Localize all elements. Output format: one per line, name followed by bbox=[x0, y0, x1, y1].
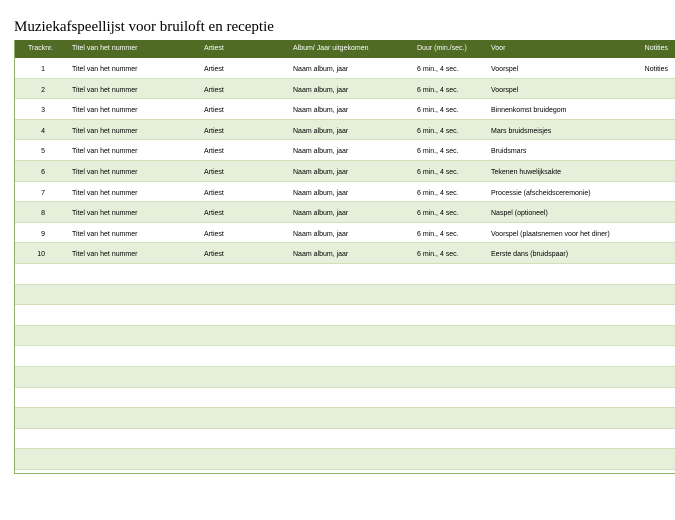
cell-purpose[interactable]: Tekenen huwelijksakte bbox=[491, 168, 562, 176]
cell-purpose[interactable]: Eerste dans (bruidspaar) bbox=[491, 251, 569, 259]
table-row[interactable] bbox=[15, 305, 675, 326]
cell-track-number[interactable]: 7 bbox=[41, 189, 45, 197]
cell-duration[interactable]: 6 min., 4 sec. bbox=[417, 230, 459, 238]
header-track-number[interactable]: Tracknr. bbox=[27, 45, 53, 52]
table-row[interactable] bbox=[15, 202, 675, 223]
cell-artist[interactable]: Artiest bbox=[204, 230, 224, 238]
table-row[interactable] bbox=[15, 408, 675, 429]
cell-duration[interactable]: 6 min., 4 sec. bbox=[417, 107, 459, 115]
cell-track-number[interactable]: 2 bbox=[41, 86, 45, 94]
table-row[interactable] bbox=[15, 58, 675, 79]
cell-album-year[interactable]: Naam album, jaar bbox=[293, 127, 349, 135]
cell-duration[interactable]: 6 min., 4 sec. bbox=[417, 168, 459, 176]
document-title: Muziekafspeellijst voor bruiloft en receptie bbox=[14, 19, 274, 35]
cell-album-year[interactable]: Naam album, jaar bbox=[293, 86, 349, 94]
table-row[interactable] bbox=[15, 264, 675, 285]
header-duration[interactable]: Duur (min./sec.) bbox=[417, 45, 467, 52]
cell-song-title[interactable]: Titel van het nummer bbox=[72, 230, 138, 238]
cell-album-year[interactable]: Naam album, jaar bbox=[293, 66, 349, 73]
table-row[interactable] bbox=[15, 99, 675, 120]
cell-notes[interactable]: Notities bbox=[644, 66, 668, 73]
header-artist[interactable]: Artiest bbox=[204, 45, 224, 52]
table-row[interactable] bbox=[15, 243, 675, 264]
cell-song-title[interactable]: Titel van het nummer bbox=[72, 107, 138, 115]
cell-track-number[interactable]: 4 bbox=[41, 127, 45, 135]
header-purpose[interactable]: Voor bbox=[491, 45, 506, 52]
cell-artist[interactable]: Artiest bbox=[204, 210, 224, 218]
table-row[interactable] bbox=[15, 161, 675, 182]
cell-purpose[interactable]: Voorspel (plaatsnemen voor het diner) bbox=[491, 230, 610, 238]
cell-purpose[interactable]: Naspel (optioneel) bbox=[491, 210, 548, 218]
cell-track-number[interactable]: 9 bbox=[41, 230, 45, 238]
table-row[interactable] bbox=[15, 285, 675, 306]
header-notes[interactable]: Notities bbox=[644, 45, 668, 52]
cell-artist[interactable]: Artiest bbox=[204, 168, 224, 176]
cell-artist[interactable]: Artiest bbox=[204, 251, 224, 259]
table-row[interactable] bbox=[15, 449, 675, 470]
cell-album-year[interactable]: Naam album, jaar bbox=[293, 230, 349, 238]
cell-purpose[interactable]: Processie (afscheidsceremonie) bbox=[491, 189, 591, 197]
playlist-table bbox=[14, 40, 675, 474]
table-row[interactable] bbox=[15, 140, 675, 161]
cell-duration[interactable]: 6 min., 4 sec. bbox=[417, 66, 459, 73]
header-song-title[interactable]: Titel van het nummer bbox=[72, 45, 138, 52]
cell-track-number[interactable]: 3 bbox=[41, 107, 45, 115]
cell-song-title[interactable]: Titel van het nummer bbox=[72, 66, 138, 73]
table-header bbox=[15, 40, 675, 58]
cell-track-number[interactable]: 6 bbox=[41, 168, 45, 176]
cell-song-title[interactable]: Titel van het nummer bbox=[72, 86, 138, 94]
cell-purpose[interactable]: Binnenkomst bruidegom bbox=[491, 107, 567, 115]
cell-duration[interactable]: 6 min., 4 sec. bbox=[417, 189, 459, 197]
cell-album-year[interactable]: Naam album, jaar bbox=[293, 189, 349, 197]
cell-track-number[interactable]: 5 bbox=[41, 148, 45, 156]
table-row[interactable] bbox=[15, 346, 675, 367]
cell-artist[interactable]: Artiest bbox=[204, 148, 224, 156]
cell-artist[interactable]: Artiest bbox=[204, 127, 224, 135]
cell-duration[interactable]: 6 min., 4 sec. bbox=[417, 86, 459, 94]
table-row[interactable] bbox=[15, 367, 675, 388]
cell-artist[interactable]: Artiest bbox=[204, 86, 224, 94]
table-row[interactable] bbox=[15, 223, 675, 244]
cell-song-title[interactable]: Titel van het nummer bbox=[72, 127, 138, 135]
cell-duration[interactable]: 6 min., 4 sec. bbox=[417, 251, 459, 259]
cell-album-year[interactable]: Naam album, jaar bbox=[293, 251, 349, 259]
cell-track-number[interactable]: 1 bbox=[41, 66, 45, 73]
cell-artist[interactable]: Artiest bbox=[204, 107, 224, 115]
cell-track-number[interactable]: 10 bbox=[37, 251, 45, 259]
table-row[interactable] bbox=[15, 120, 675, 141]
cell-artist[interactable]: Artiest bbox=[204, 66, 224, 73]
cell-song-title[interactable]: Titel van het nummer bbox=[72, 210, 138, 218]
cell-duration[interactable]: 6 min., 4 sec. bbox=[417, 148, 459, 156]
cell-artist[interactable]: Artiest bbox=[204, 189, 224, 197]
cell-purpose[interactable]: Mars bruidsmeisjes bbox=[491, 127, 552, 135]
cell-album-year[interactable]: Naam album, jaar bbox=[293, 148, 349, 156]
table-row[interactable] bbox=[15, 182, 675, 203]
cell-purpose[interactable]: Voorspel bbox=[491, 66, 519, 73]
cell-song-title[interactable]: Titel van het nummer bbox=[72, 148, 138, 156]
table-row[interactable] bbox=[15, 388, 675, 409]
table-row[interactable] bbox=[15, 326, 675, 347]
cell-purpose[interactable]: Voorspel bbox=[491, 86, 519, 94]
table-row[interactable] bbox=[15, 429, 675, 450]
table-body bbox=[15, 58, 675, 470]
cell-track-number[interactable]: 8 bbox=[41, 210, 45, 218]
cell-song-title[interactable]: Titel van het nummer bbox=[72, 168, 138, 176]
cell-song-title[interactable]: Titel van het nummer bbox=[72, 251, 138, 259]
cell-duration[interactable]: 6 min., 4 sec. bbox=[417, 127, 459, 135]
cell-album-year[interactable]: Naam album, jaar bbox=[293, 210, 349, 218]
header-album-year[interactable]: Album/ Jaar uitgekomen bbox=[293, 45, 369, 52]
cell-purpose[interactable]: Bruidsmars bbox=[491, 148, 527, 156]
table-row[interactable] bbox=[15, 79, 675, 100]
cell-album-year[interactable]: Naam album, jaar bbox=[293, 168, 349, 176]
cell-song-title[interactable]: Titel van het nummer bbox=[72, 189, 138, 197]
cell-album-year[interactable]: Naam album, jaar bbox=[293, 107, 349, 115]
cell-duration[interactable]: 6 min., 4 sec. bbox=[417, 210, 459, 218]
